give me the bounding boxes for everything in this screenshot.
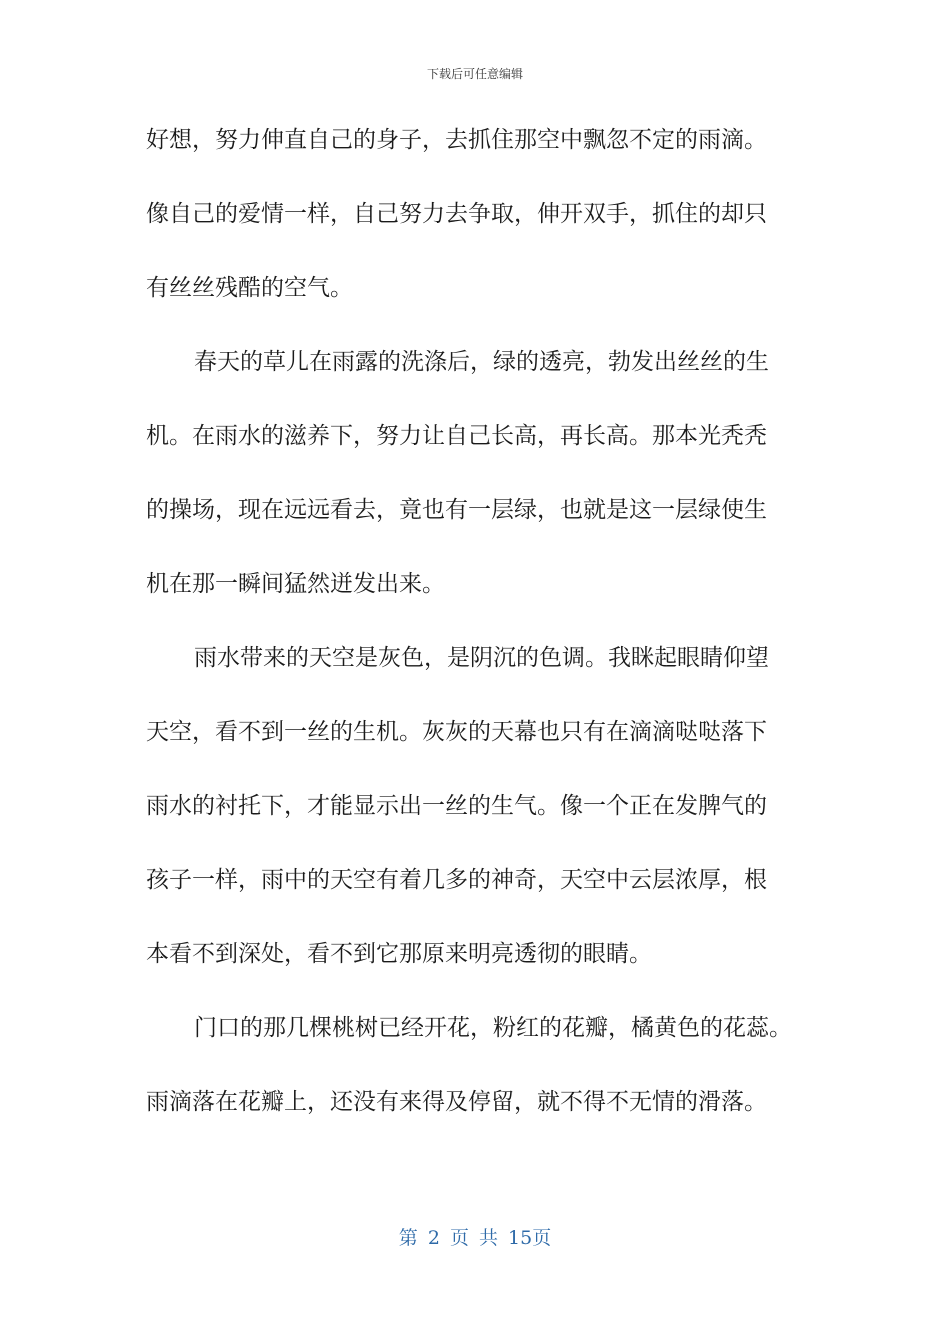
document-body xyxy=(146,122,818,1158)
paragraph-line: 天空，看不到一丝的生机。灰灰的天幕也只有在滴滴哒哒落下 xyxy=(146,719,767,745)
paragraph-line: 春天的草儿在雨露的洗涤后，绿的透亮，勃发出丝丝的生 xyxy=(194,349,769,375)
paragraph-line: 有丝丝残酷的空气。 xyxy=(146,275,353,301)
page-header: 下载后可任意编辑 xyxy=(426,67,523,81)
paragraph-line: 机在那一瞬间猛然迸发出来。 xyxy=(146,571,445,597)
page-footer: 第 2 页 共 15页 xyxy=(398,1227,552,1249)
paragraph-line: 孩子一样，雨中的天空有着几多的神奇，天空中云层浓厚，根 xyxy=(146,867,767,893)
paragraph-line: 门口的那几棵桃树已经开花，粉红的花瓣，橘黄色的花蕊。 xyxy=(194,1015,792,1041)
paragraph-line: 的操场，现在远远看去，竟也有一层绿，也就是这一层绿使生 xyxy=(146,497,767,523)
paragraph-line: 本看不到深处，看不到它那原来明亮透彻的眼睛。 xyxy=(146,941,652,967)
paragraph-line: 雨水的衬托下，才能显示出一丝的生气。像一个正在发脾气的 xyxy=(146,793,767,819)
paragraph-line: 雨水带来的天空是灰色，是阴沉的色调。我眯起眼睛仰望 xyxy=(194,645,769,671)
paragraph-line: 雨滴落在花瓣上，还没有来得及停留，就不得不无情的滑落。 xyxy=(146,1089,767,1115)
paragraph-line: 机。在雨水的滋养下，努力让自己长高，再长高。那本光秃秃 xyxy=(146,423,767,449)
paragraph-line: 像自己的爱情一样，自己努力去争取，伸开双手，抓住的却只 xyxy=(146,201,767,227)
paragraph-line: 好想，努力伸直自己的身子，去抓住那空中飘忽不定的雨滴。 xyxy=(146,127,767,153)
